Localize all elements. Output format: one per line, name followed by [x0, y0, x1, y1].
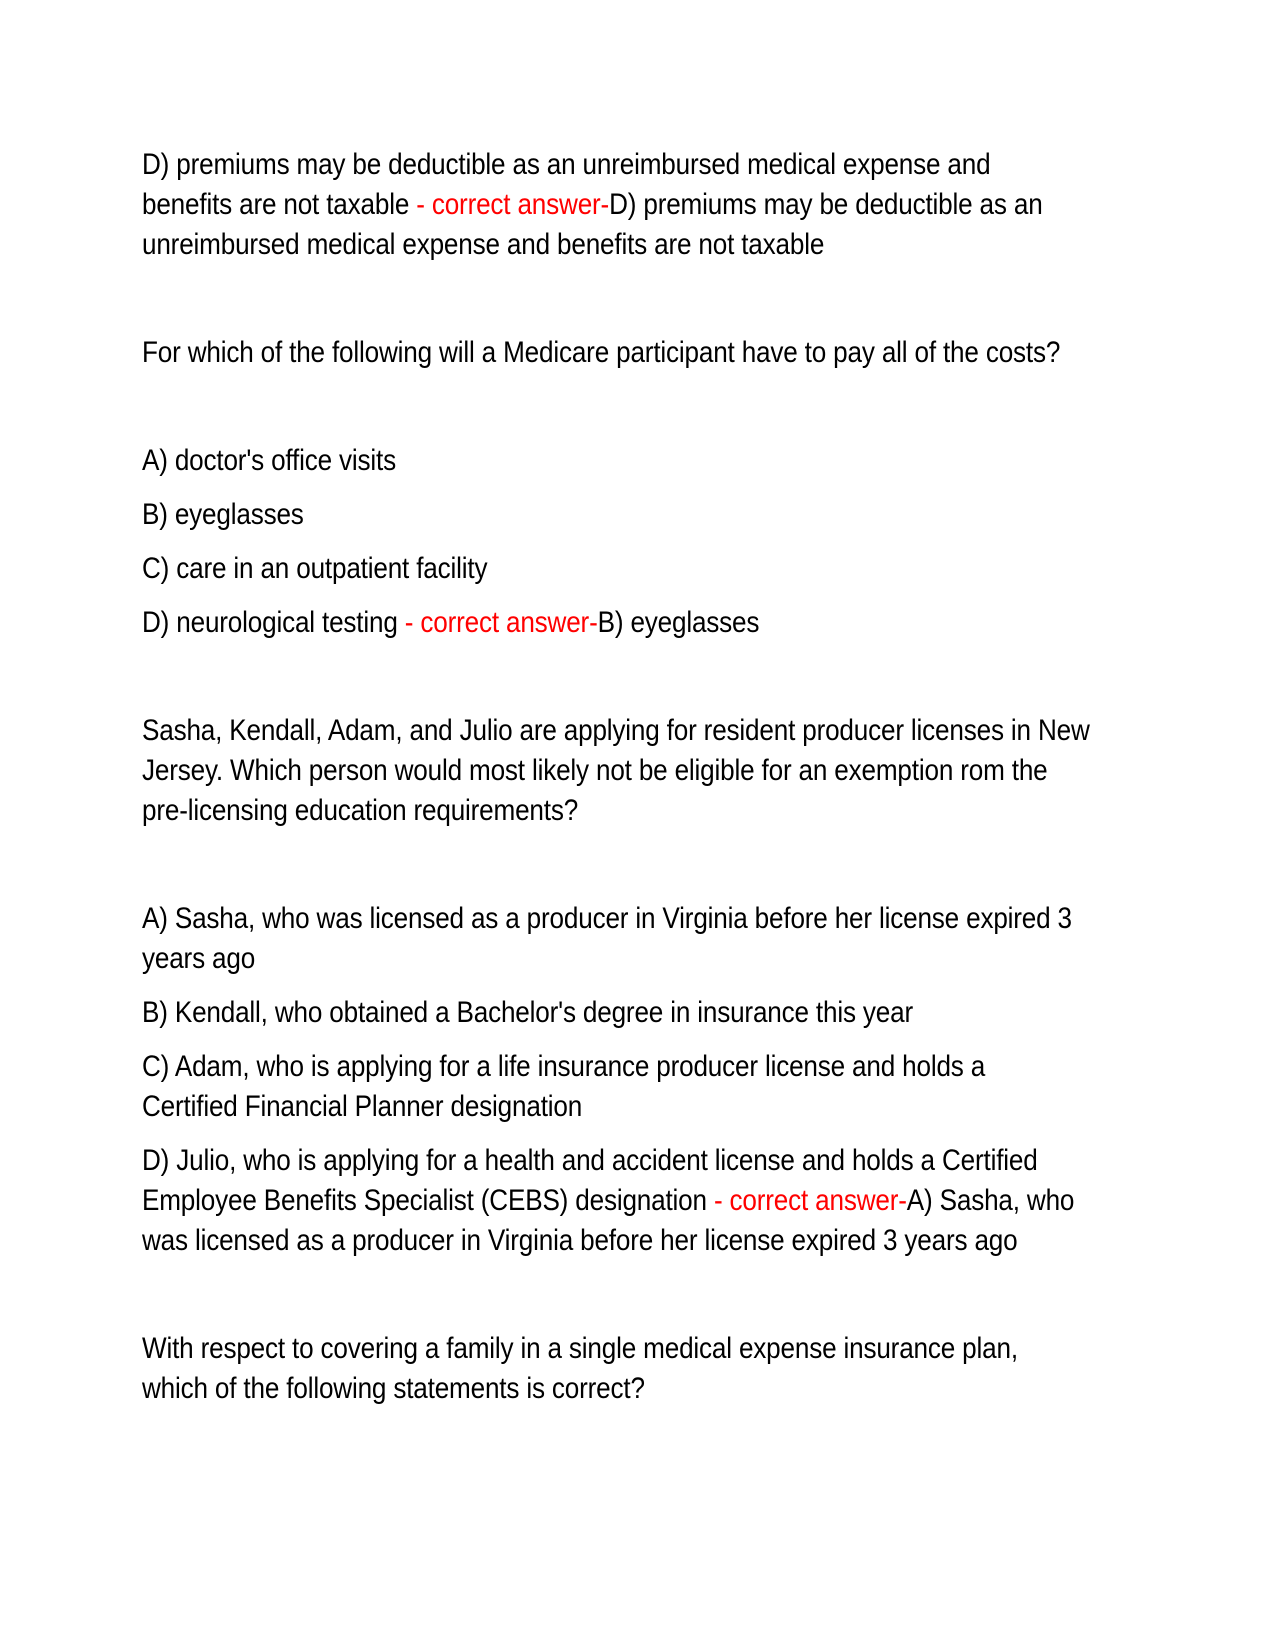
text-line — [142, 1369, 1128, 1409]
text-run: Sasha, Kendall, Adam, and Julio are applying for resident producer licenses in New — [142, 714, 1090, 747]
text-line — [142, 1329, 1128, 1369]
text-line — [142, 185, 1128, 225]
text-line — [142, 791, 1128, 831]
text-run: which of the following statements is correct? — [142, 1372, 645, 1405]
text-run: D) premiums may be deductible as an — [609, 188, 1043, 221]
text-line — [142, 1141, 1128, 1181]
text-line — [142, 1047, 1128, 1087]
text-line — [142, 751, 1128, 791]
text-line — [142, 495, 1128, 535]
q3-option-b — [142, 993, 1128, 1033]
text-run: Jersey. Which person would most likely not be eligible for an exemption rom the — [142, 754, 1048, 787]
correct-answer-marker: - correct answer- — [416, 188, 610, 221]
text-run: Employee Benefits Specialist (CEBS) designation — [142, 1184, 714, 1217]
text-run: B) eyeglasses — [142, 498, 304, 531]
q3-option-c — [142, 1047, 1128, 1127]
text-run: pre-licensing education requirements? — [142, 794, 579, 827]
q3-question — [142, 711, 1128, 831]
text-run: For which of the following will a Medicare participant have to pay all of the costs? — [142, 336, 1061, 369]
text-run: years ago — [142, 942, 256, 975]
text-run: benefits are not taxable — [142, 188, 417, 221]
text-run: was licensed as a producer in Virginia before her license expired 3 years ago — [142, 1224, 1018, 1257]
text-run: D) Julio, who is applying for a health and accident license and holds a Certified — [142, 1144, 1038, 1177]
text-line — [142, 603, 1128, 643]
q3-option-a — [142, 899, 1128, 979]
text-line — [142, 549, 1128, 589]
text-run: D) premiums may be deductible as an unreimbursed medical expense and — [142, 148, 991, 181]
text-line — [142, 1087, 1128, 1127]
text-line — [142, 939, 1128, 979]
text-line — [142, 899, 1128, 939]
q2-option-a — [142, 441, 1128, 481]
q2-option-d-with-answer — [142, 603, 1128, 643]
text-run: C) Adam, who is applying for a life insurance producer license and holds a — [142, 1050, 986, 1083]
text-line — [142, 225, 1128, 265]
text-line — [142, 711, 1128, 751]
text-run: A) Sasha, who was licensed as a producer in Virginia before her license expired 3 — [142, 902, 1072, 935]
text-run: A) doctor's office visits — [142, 444, 396, 477]
text-line — [142, 1181, 1128, 1221]
text-run: D) neurological testing — [142, 606, 405, 639]
correct-answer-marker: - correct answer- — [404, 606, 598, 639]
q4-question — [142, 1329, 1128, 1409]
q2-option-b — [142, 495, 1128, 535]
text-line — [142, 1221, 1128, 1261]
text-line — [142, 333, 1128, 373]
text-run: A) Sasha, who — [906, 1184, 1075, 1217]
q1-correct-answer-paragraph — [142, 145, 1128, 265]
text-run: C) care in an outpatient facility — [142, 552, 488, 585]
text-line — [142, 145, 1128, 185]
text-line — [142, 993, 1128, 1033]
text-run: With respect to covering a family in a single medical expense insurance plan, — [142, 1332, 1018, 1365]
text-run: B) eyeglasses — [597, 606, 760, 639]
text-line — [142, 441, 1128, 481]
q2-question — [142, 333, 1128, 373]
text-run: B) Kendall, who obtained a Bachelor's degree in insurance this year — [142, 996, 914, 1029]
text-run: unreimbursed medical expense and benefits are not taxable — [142, 228, 825, 261]
q3-option-d-with-answer — [142, 1141, 1128, 1261]
q2-option-c — [142, 549, 1128, 589]
text-run: Certified Financial Planner designation — [142, 1090, 583, 1123]
correct-answer-marker: - correct answer- — [713, 1184, 907, 1217]
